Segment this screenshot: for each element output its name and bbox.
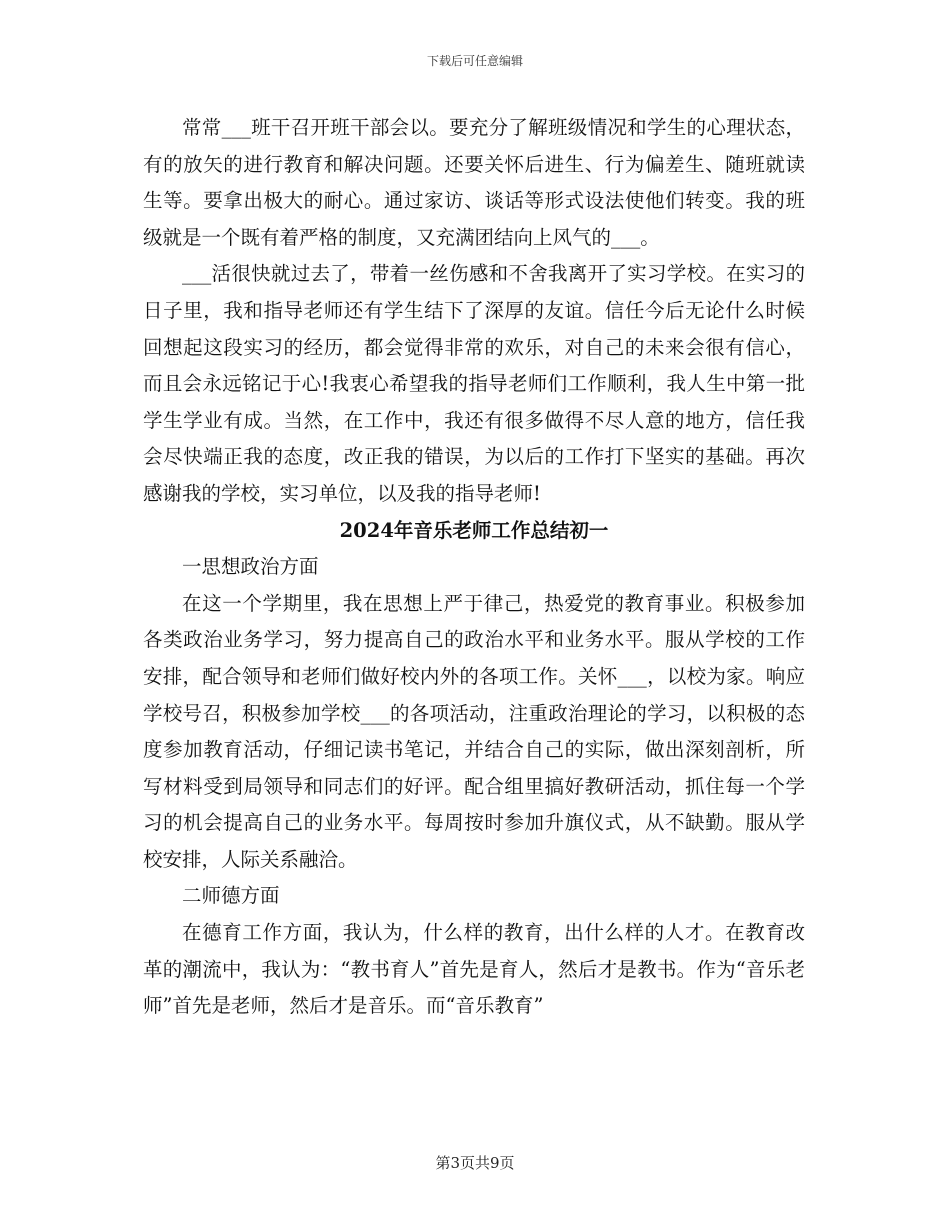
- page-number: 第3页共9页: [435, 1154, 515, 1172]
- paragraph-teacher-ethics: 在德育工作方面，我认为，什么样的教育，出什么样的人才。在教育改革的潮流中，我认为：“教书育人”首先是育人，然后才是教书。作为“音乐老师”首先是老师，然后才是音乐。而“音乐教育”: [143, 921, 805, 1018]
- document-body: [143, 110, 805, 1025]
- heading-teacher-ethics: 二师德方面: [182, 884, 280, 908]
- heading-ideology-politics: 一思想政治方面: [182, 555, 319, 579]
- paragraph-ideology-politics: 在这一个学期里，我在思想上严于律己，热爱党的教育事业。积极参加各类政治业务学习，努力提高自己的政治水平和业务水平。服从学校的工作安排，配合领导和老师们做好校内外的各项工作。关怀___，以校为家。响应学校号召，积极参加学校___的各项活动，注重政治理论的学习，以积极的态度参加教育活动，仔细记读书笔记，并结合自己的实际，做出深刻剖析，所写材料受到局领导和同志们的好评。配合组里搞好教研活动，抓住每一个学习的机会提高自己的业务水平。每周按时参加升旗仪式，从不缺勤。服从学校安排，人际关系融洽。: [143, 591, 805, 871]
- paragraph-internship-end: ___活很快就过去了，带着一丝伤感和不舍我离开了实习学校。在实习的日子里，我和指导老师还有学生结下了深厚的友谊。信任今后无论什么时候回想起这段实习的经历，都会觉得非常的欢乐，对自己的未来会很有信心，而且会永远铭记于心!我衷心希望我的指导老师们工作顺利，我人生中第一批学生学业有成。当然，在工作中，我还有很多做得不尽人意的地方，信任我会尽快端正我的态度，改正我的错误，为以后的工作打下坚实的基础。再次感谢我的学校，实习单位，以及我的指导老师!: [143, 262, 805, 505]
- page-header: 下载后可任意编辑: [426, 54, 523, 68]
- paragraph-class-management: 常常___班干召开班干部会以。要充分了解班级情况和学生的心理状态，有的放矢的进行教育和解决问题。还要关怀后进生、行为偏差生、随班就读生等。要拿出极大的耐心。通过家访、谈话等形式设法使他们转变。我的班级就是一个既有着严格的制度，又充满团结向上风气的___。: [143, 116, 805, 249]
- section-title: 2024年音乐老师工作总结初一: [339, 518, 609, 542]
